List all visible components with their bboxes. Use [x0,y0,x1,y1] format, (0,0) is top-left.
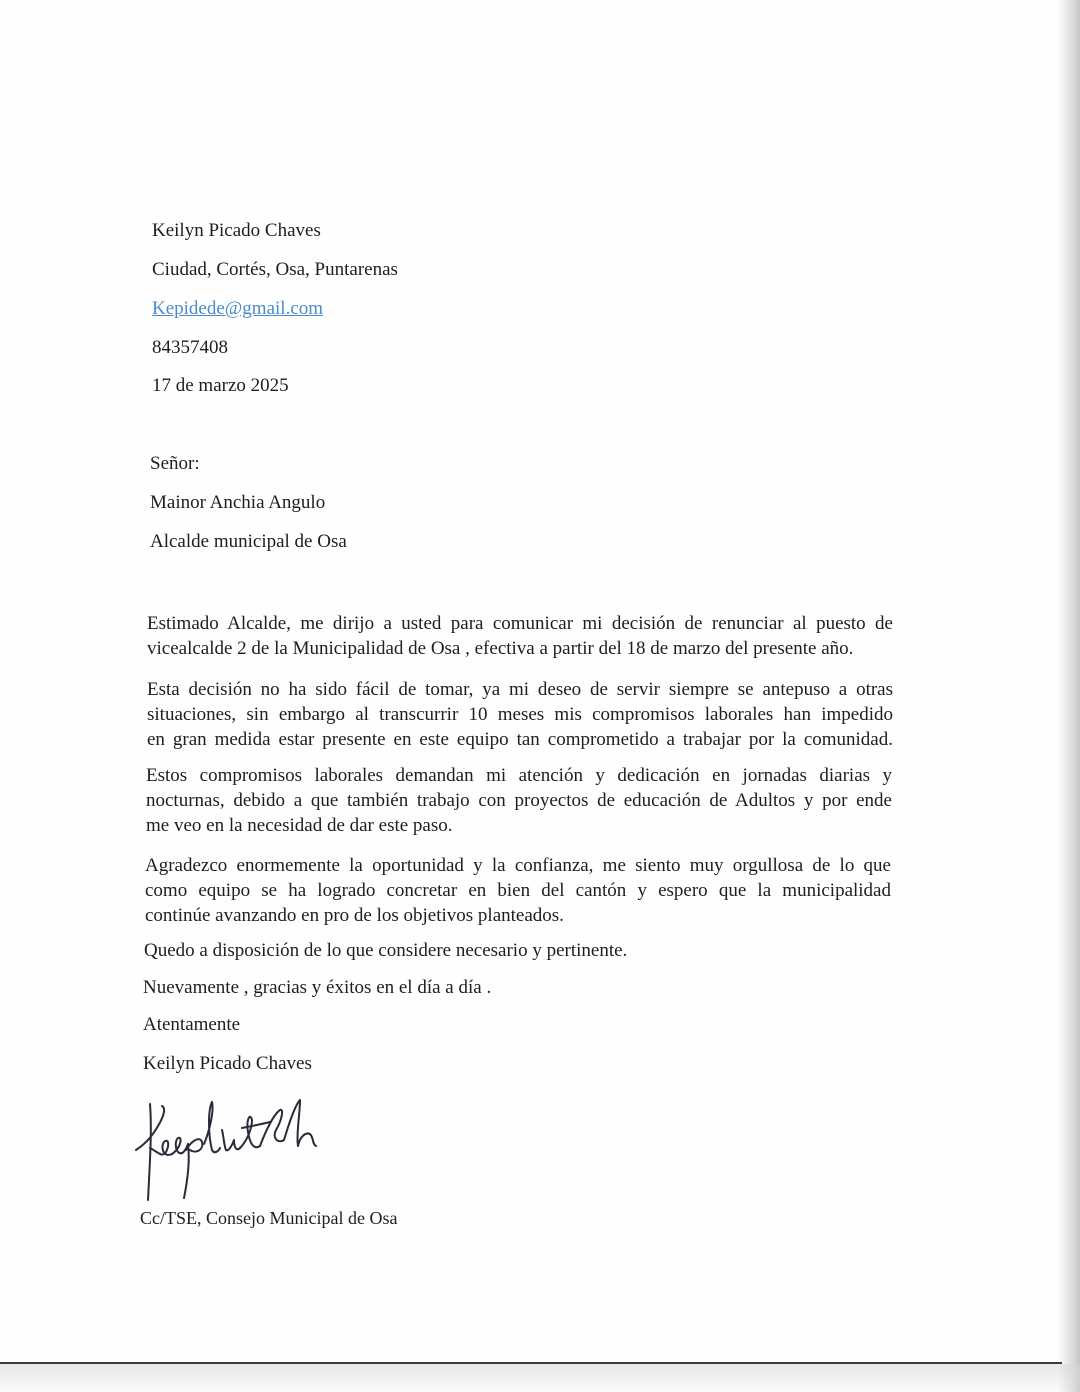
paragraph-3-line: Estos compromisos laborales demandan mi atención y dedicación en jornadas diarias y [146,765,892,786]
paragraph-1-line: Estimado Alcalde, me dirijo a usted para comunicar mi decisión de renunciar al puesto de [147,613,893,634]
paragraph-3 [146,763,892,838]
scan-bottom-shadow [0,1364,1080,1392]
paragraph-1-line: vicealcalde 2 de la Municipalidad de Osa , efectiva a partir del 18 de marzo del presente año. [147,638,854,659]
salutation: Señor: [150,453,200,474]
scan-edge-shadow [1058,0,1080,1392]
paragraph-1 [147,611,893,661]
recipient-name: Mainor Anchia Angulo [150,492,326,513]
sender-name: Keilyn Picado Chaves [152,220,321,241]
valediction: Atentamente [143,1014,241,1035]
paragraph-3-line: nocturnas, debido a que también trabajo con proyectos de educación de Adultos y por ende [146,790,892,811]
paragraph-2 [147,677,893,752]
letter-date: 17 de marzo 2025 [152,375,289,396]
paragraph-4-line: como equipo se ha logrado concretar en bien del cantón y espero que la municipalidad [145,880,891,901]
paragraph-4-line: continúe avanzando en pro de los objetivos planteados. [145,905,564,926]
sender-address: Ciudad, Cortés, Osa, Puntarenas [152,259,398,280]
paragraph-6: Nuevamente , gracias y éxitos en el día a día . [143,977,492,998]
paragraph-4 [145,853,891,928]
sender-email-link[interactable]: Kepidede@gmail.com [152,298,324,319]
paragraph-4-line: Agradezco enormemente la oportunidad y la confianza, me siento muy orgullosa de lo que [145,855,891,876]
recipient-title: Alcalde municipal de Osa [150,531,347,552]
handwritten-signature [128,1090,368,1205]
cc-line: Cc/TSE, Consejo Municipal de Osa [140,1208,398,1228]
paragraph-5: Quedo a disposición de lo que considere necesario y pertinente. [144,940,628,961]
sender-phone: 84357408 [152,337,228,358]
paragraph-2-line: Esta decisión no ha sido fácil de tomar, ya mi deseo de servir siempre se antepuso a otras [147,679,893,700]
paragraph-3-line: me veo en la necesidad de dar este paso. [146,815,453,836]
signer-name: Keilyn Picado Chaves [143,1053,312,1074]
paragraph-2-line: en gran medida estar presente en este equipo tan comprometido a trabajar por la comunidad. [147,729,893,750]
paragraph-2-line: situaciones, sin embargo al transcurrir 10 meses mis compromisos laborales han impedido [147,704,893,725]
